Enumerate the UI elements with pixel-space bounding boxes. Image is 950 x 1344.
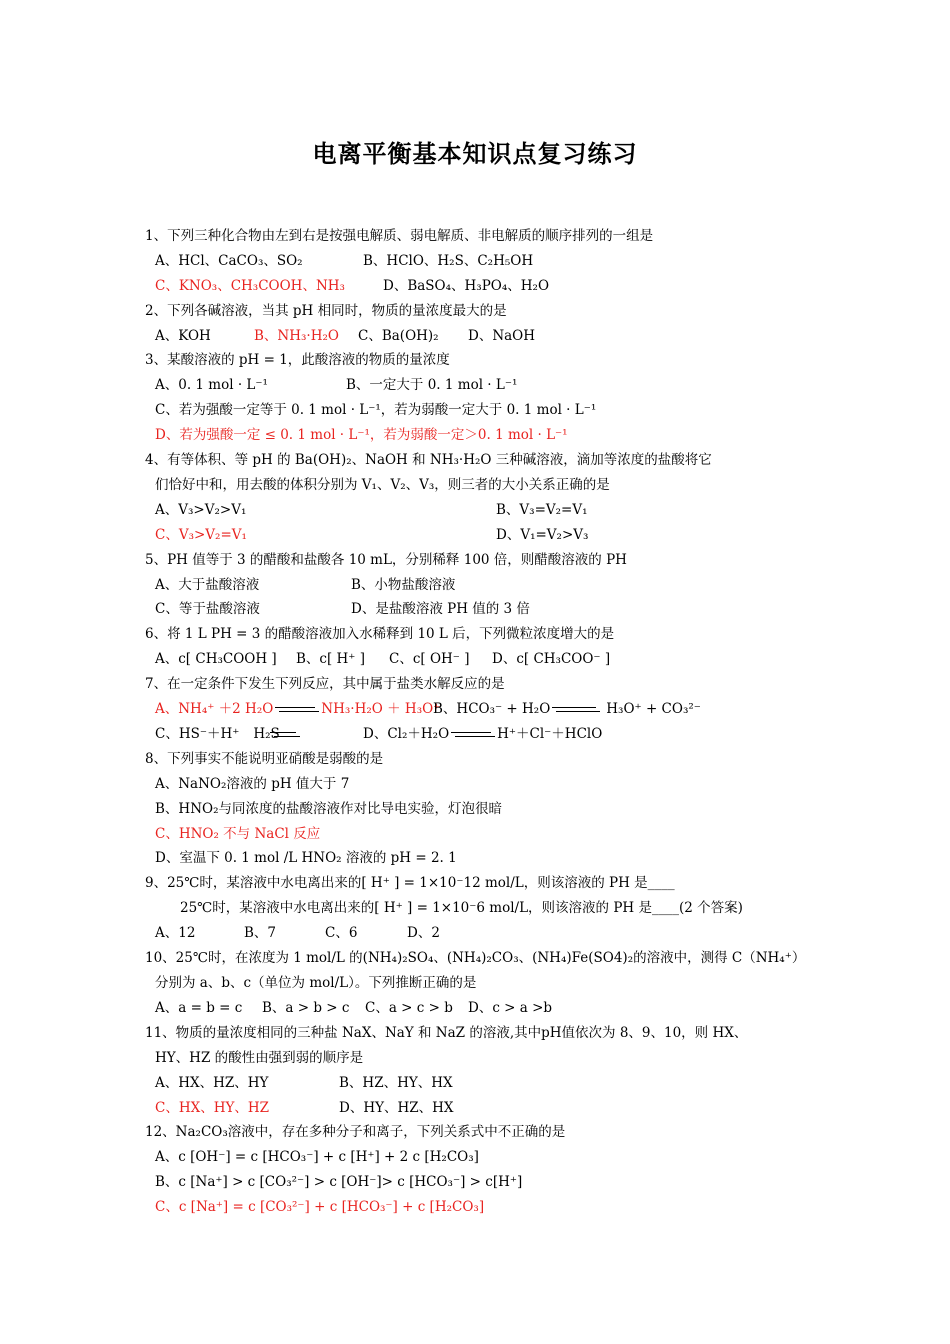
q2-option-c: C、Ba(OH)₂: [358, 328, 439, 344]
equilibrium-arrow-icon: [270, 730, 300, 740]
q11-option-b: B、HZ、HY、HX: [339, 1075, 453, 1091]
q7-b-products: H₃O⁺ + CO₃²⁻: [606, 701, 701, 717]
equilibrium-arrow-icon: [552, 705, 600, 715]
q6-option-a: A、c[ CH₃COOH ]: [155, 651, 277, 667]
q3-option-c: C、若为强酸一定等于 0. 1 mol · L⁻¹，若为弱酸一定大于 0. 1 mol · L⁻¹: [155, 402, 597, 418]
equilibrium-arrow-icon: [451, 730, 495, 740]
q1-stem: 1、下列三种化合物由左到右是按强电解质、弱电解质、非电解质的顺序排列的一组是: [145, 228, 654, 244]
q9-option-a: A、12: [155, 925, 196, 941]
q10-option-b: B、a > b > c: [262, 1000, 350, 1016]
q4-stem-line2: 们恰好中和，用去酸的体积分别为 V₁、V₂、V₃，则三者的大小关系正确的是: [155, 477, 610, 493]
q7-option-a: [155, 700, 440, 718]
q9-option-c: C、6: [325, 925, 358, 941]
q11-stem-line2: HY、HZ 的酸性由强到弱的顺序是: [155, 1050, 364, 1066]
q9-stem-line1: 9、25℃时，某溶液中水电离出来的[ H⁺ ] = 1×10⁻12 mol/L，则该溶液的 PH 是____: [145, 875, 675, 891]
q3-option-b: B、一定大于 0. 1 mol · L⁻¹: [346, 377, 518, 393]
q8-stem: 8、下列事实不能说明亚硝酸是弱酸的是: [145, 751, 384, 767]
q5-stem: 5、PH 值等于 3 的醋酸和盐酸各 10 mL，分别稀释 100 倍，则醋酸溶液的 PH: [145, 552, 627, 568]
q2-stem: 2、下列各碱溶液，当其 pH 相同时，物质的量浓度最大的是: [145, 303, 507, 319]
q10-option-a: A、a = b = c: [155, 1000, 243, 1016]
q1-option-b: B、HClO、H₂S、C₂H₅OH: [363, 253, 534, 269]
q10-stem-line2: 分别为 a、b、c（单位为 mol/L）。下列推断正确的是: [155, 975, 477, 991]
q2-option-d: D、NaOH: [468, 328, 536, 344]
q7-c-reactants: C、HS⁻＋H⁺: [155, 726, 240, 742]
q8-option-b: B、HNO₂与同浓度的盐酸溶液作对比导电实验，灯泡很暗: [155, 801, 502, 817]
q3-stem: 3、某酸溶液的 pH = 1，此酸溶液的物质的量浓度: [145, 352, 450, 368]
equilibrium-arrow-icon: [275, 705, 319, 715]
q7-option-b: [433, 700, 701, 718]
q7-a-reactants: A、NH₄⁺ ＋2 H₂O: [155, 701, 274, 717]
q8-option-c: C、HNO₂ 不与 NaCl 反应: [155, 826, 321, 842]
q4-option-c: C、V₃>V₂=V₁: [155, 527, 247, 543]
q9-option-d: D、2: [407, 925, 440, 941]
q3-option-d: D、若为强酸一定 ≤ 0. 1 mol · L⁻¹，若为弱酸一定＞0. 1 mol · L⁻¹: [155, 427, 568, 443]
q10-stem-line1: 10、25℃时，在浓度为 1 mol/L 的(NH₄)₂SO₄、(NH₄)₂CO₃、(NH₄)Fe(SO4)₂的溶液中，测得 C（NH₄⁺）: [145, 950, 806, 966]
q10-option-c: C、a > c > b: [365, 1000, 453, 1016]
q11-stem-line1: 11、物质的量浓度相同的三种盐 NaX、NaY 和 NaZ 的溶液,其中pH值依次为 8、9、10，则 HX、: [145, 1025, 748, 1041]
q4-option-a: A、V₃>V₂>V₁: [155, 502, 247, 518]
q12-option-c: C、c [Na⁺] = c [CO₃²⁻] + c [HCO₃⁻] + c [H₂CO₃]: [155, 1199, 485, 1215]
q8-option-a: A、NaNO₂溶液的 pH 值大于 7: [155, 776, 350, 792]
q8-option-d: D、室温下 0. 1 mol /L HNO₂ 溶液的 pH = 2. 1: [155, 850, 457, 866]
q11-option-a: A、HX、HZ、HY: [155, 1075, 269, 1091]
q9-option-b: B、7: [244, 925, 277, 941]
q5-option-d: D、是盐酸溶液 PH 值的 3 倍: [351, 601, 530, 617]
q6-option-b: B、c[ H⁺ ]: [296, 651, 365, 667]
q9-stem-line2: 25℃时，某溶液中水电离出来的[ H⁺ ] = 1×10⁻6 mol/L，则该溶液的 PH 是____(2 个答案): [180, 900, 743, 916]
q7-d-products: H⁺＋Cl⁻＋HClO: [497, 726, 603, 742]
q7-option-d: [363, 725, 602, 743]
q12-option-a: A、c [OH⁻] = c [HCO₃⁻] + c [H⁺] + 2 c [H₂CO₃]: [155, 1149, 479, 1165]
q4-option-d: D、V₁=V₂>V₃: [496, 527, 589, 543]
q4-option-b: B、V₃=V₂=V₁: [496, 502, 588, 518]
q5-option-b: B、小物盐酸溶液: [351, 577, 456, 593]
q10-option-d: D、c > a >b: [468, 1000, 553, 1016]
q5-option-a: A、大于盐酸溶液: [155, 577, 260, 593]
q5-option-c: C、等于盐酸溶液: [155, 601, 260, 617]
q2-option-b: B、NH₃·H₂O: [254, 328, 339, 344]
q11-option-d: D、HY、HZ、HX: [339, 1100, 454, 1116]
q6-option-c: C、c[ OH⁻ ]: [389, 651, 470, 667]
page-title: 电离平衡基本知识点复习练习: [312, 139, 638, 168]
q1-option-d: D、BaSO₄、H₃PO₄、H₂O: [383, 278, 550, 294]
q7-option-c: [155, 725, 302, 743]
q6-option-d: D、c[ CH₃COO⁻ ]: [492, 651, 611, 667]
q7-b-reactants: B、HCO₃⁻ + H₂O: [433, 701, 551, 717]
q7-stem: 7、在一定条件下发生下列反应，其中属于盐类水解反应的是: [145, 676, 505, 692]
q2-option-a: A、KOH: [155, 328, 211, 344]
q12-option-b: B、c [Na⁺] > c [CO₃²⁻] > c [OH⁻]> c [HCO₃⁻] > c[H⁺]: [155, 1174, 523, 1190]
q7-c-products: H₂S: [253, 726, 280, 742]
q3-option-a: A、0. 1 mol · L⁻¹: [155, 377, 268, 393]
q1-option-a: A、HCl、CaCO₃、SO₂: [155, 253, 303, 269]
q7-a-products: NH₃·H₂O ＋ H₃O⁺: [321, 701, 441, 717]
q11-option-c: C、HX、HY、HZ: [155, 1100, 270, 1116]
q1-option-c: C、KNO₃、CH₃COOH、NH₃: [155, 278, 345, 294]
q12-stem: 12、Na₂CO₃溶液中，存在多种分子和离子，下列关系式中不正确的是: [145, 1124, 566, 1140]
q6-stem: 6、将 1 L PH = 3 的醋酸溶液加入水稀释到 10 L 后，下列微粒浓度增大的是: [145, 626, 615, 642]
q7-d-reactants: D、Cl₂＋H₂O: [363, 726, 450, 742]
q4-stem-line1: 4、有等体积、等 pH 的 Ba(OH)₂、NaOH 和 NH₃·H₂O 三种碱溶液，滴加等浓度的盐酸将它: [145, 452, 712, 468]
